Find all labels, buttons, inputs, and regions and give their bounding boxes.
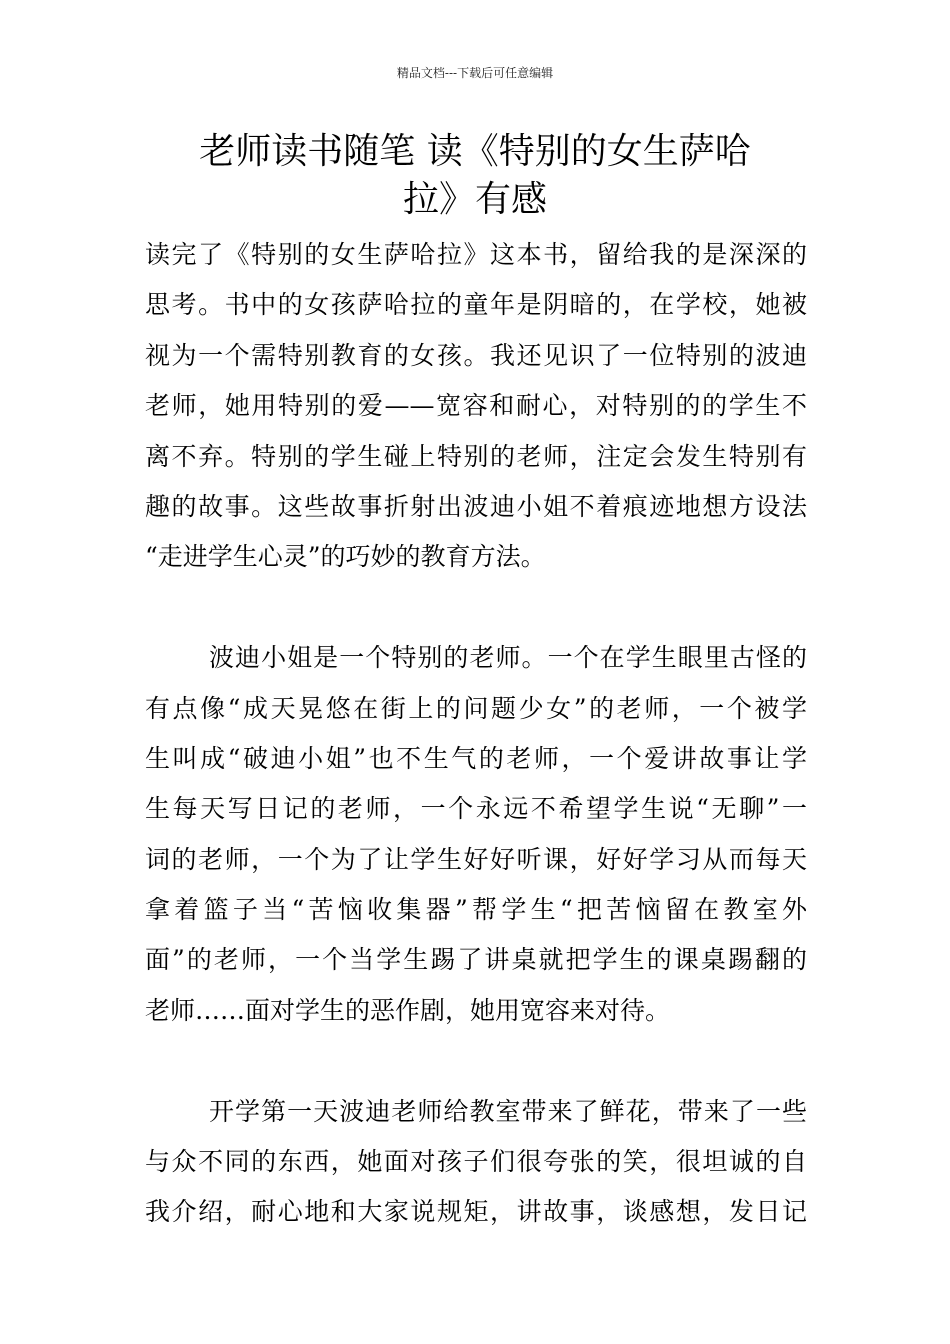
paragraph-gap	[145, 1036, 807, 1086]
text-line: 与众不同的东西，她面对孩子们很夸张的笑，很坦诚的自	[145, 1147, 807, 1177]
paragraph-3	[145, 1087, 807, 1238]
document-title	[140, 128, 810, 224]
text-line: 离不弃。特别的学生碰上特别的老师，注定会发生特别有	[145, 441, 807, 471]
text-line: 读完了《特别的女生萨哈拉》这本书，留给我的是深深的	[145, 240, 807, 269]
text-line: “走进学生心灵”的巧妙的教育方法。	[145, 542, 546, 572]
text-line: 有点像“成天晃悠在街上的问题少女”的老师，一个被学	[145, 693, 807, 723]
text-line: 思考。书中的女孩萨哈拉的童年是阴暗的，在学校，她被	[145, 290, 807, 320]
title-line: 拉》有感	[402, 179, 547, 220]
document-body	[145, 230, 807, 1238]
title-line: 老师读书随笔 读《特别的女生萨哈	[199, 131, 751, 172]
page-header-note: 精品文档---下载后可任意编辑	[396, 66, 554, 80]
text-line: 词的老师，一个为了让学生好好听课，好好学习从而每天	[145, 844, 807, 874]
text-line: 面”的老师，一个当学生踢了讲桌就把学生的课桌踢翻的	[145, 945, 807, 975]
text-line: 视为一个需特别教育的女孩。我还见识了一位特别的波迪	[145, 340, 807, 370]
text-line: 生每天写日记的老师，一个永远不希望学生说“无聊”一	[145, 794, 807, 824]
text-line: 老师……面对学生的恶作剧，她用宽容来对待。	[145, 995, 671, 1025]
text-line: 老师，她用特别的爱——宽容和耐心，对特别的的学生不	[145, 391, 807, 421]
text-line: 我介绍，耐心地和大家说规矩，讲故事，谈感想，发日记	[145, 1197, 807, 1227]
text-line: 生叫成“破迪小姐”也不生气的老师，一个爱讲故事让学	[145, 743, 807, 773]
paragraph-1	[145, 230, 807, 583]
text-line: 拿着篮子当“苦恼收集器”帮学生“把苦恼留在教室外	[145, 895, 807, 925]
paragraph-2	[145, 633, 807, 1036]
text-line: 开学第一天波迪老师给教室带来了鲜花，带来了一些	[209, 1096, 807, 1126]
paragraph-gap	[145, 583, 807, 633]
text-line: 波迪小姐是一个特别的老师。一个在学生眼里古怪的	[209, 643, 807, 673]
text-line: 趣的故事。这些故事折射出波迪小姐不着痕迹地想方设法	[145, 491, 807, 521]
